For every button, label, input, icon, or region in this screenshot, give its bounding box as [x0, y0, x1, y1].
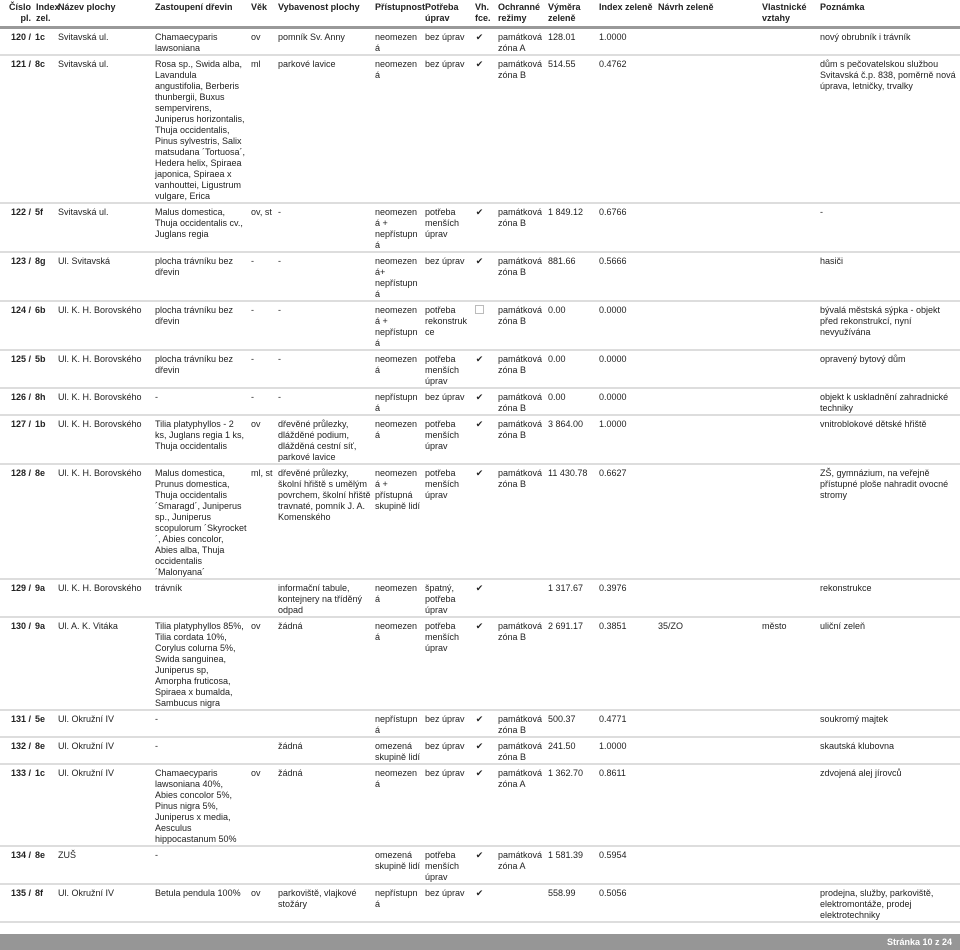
plot-index-cell: 5f: [34, 203, 56, 252]
equipment-cell: -: [276, 301, 373, 350]
note-cell: rekonstrukce: [818, 579, 960, 617]
species-cell: Betula pendula 100%: [153, 884, 249, 922]
need-cell: potřeba menších úprav: [423, 203, 473, 252]
checkmark-icon: ✔: [475, 620, 484, 631]
header-index: Index zel.: [34, 0, 56, 27]
table-row: [0, 464, 960, 579]
area-cell: 0.00: [546, 388, 597, 415]
function-checkbox-cell: [473, 55, 496, 203]
plot-name-cell: Ul. A. K. Vitáka: [56, 617, 153, 710]
plot-name-cell: Svitavská ul.: [56, 203, 153, 252]
species-cell: plocha trávníku bez dřevin: [153, 350, 249, 388]
proposal-cell: 35/ZO: [656, 617, 760, 710]
proposal-cell: [656, 27, 760, 55]
plot-index-cell: 8e: [34, 846, 56, 884]
green-index-cell: 0.5954: [597, 846, 656, 884]
table-row: [0, 579, 960, 617]
regime-cell: památková zóna B: [496, 415, 546, 464]
note-cell: hasiči: [818, 252, 960, 301]
header-name: Název plochy: [56, 0, 153, 27]
access-cell: neomezená: [373, 579, 423, 617]
note-cell: [818, 846, 960, 884]
access-cell: nepřístupná: [373, 388, 423, 415]
table-row: [0, 617, 960, 710]
area-cell: 1 849.12: [546, 203, 597, 252]
function-checkbox-cell: [473, 579, 496, 617]
function-checkbox-cell: [473, 764, 496, 846]
plot-number-cell: 128 /: [0, 464, 34, 579]
species-cell: Tilia platyphyllos 85%, Tilia cordata 10%, Corylus colurna 5%, Swida sanguinea, Juniperus sp, Amorpha fruticosa, Spiraea x bumalda, Sambucus nigra: [153, 617, 249, 710]
checkmark-icon: ✔: [475, 467, 484, 478]
note-cell: objekt k uskladnění zahradnické techniky: [818, 388, 960, 415]
ownership-cell: [760, 203, 818, 252]
empty-checkbox-icon: [475, 305, 484, 314]
page-footer: [0, 934, 960, 950]
species-cell: trávník: [153, 579, 249, 617]
plot-name-cell: Ul. Svitavská: [56, 252, 153, 301]
green-index-cell: 0.6766: [597, 203, 656, 252]
ownership-cell: [760, 27, 818, 55]
proposal-cell: [656, 737, 760, 764]
checkmark-icon: ✔: [475, 58, 484, 69]
table-row: [0, 55, 960, 203]
need-cell: potřeba menších úprav: [423, 350, 473, 388]
note-cell: nový obrubník i trávník: [818, 27, 960, 55]
access-cell: neomezená + nepřístupná: [373, 203, 423, 252]
checkmark-icon: ✔: [475, 353, 484, 364]
note-cell: soukromý majtek: [818, 710, 960, 737]
green-index-cell: 0.0000: [597, 388, 656, 415]
plot-name-cell: Ul. K. H. Borovského: [56, 579, 153, 617]
function-checkbox-cell: [473, 464, 496, 579]
ownership-cell: [760, 388, 818, 415]
proposal-cell: [656, 203, 760, 252]
plot-number-cell: 135 /: [0, 884, 34, 922]
proposal-cell: [656, 710, 760, 737]
plot-number-cell: 122 /: [0, 203, 34, 252]
plot-index-cell: 1b: [34, 415, 56, 464]
plot-number-cell: 124 /: [0, 301, 34, 350]
function-checkbox-cell: [473, 27, 496, 55]
age-cell: -: [249, 252, 276, 301]
header-proposal: Návrh zeleně: [656, 0, 760, 27]
table-row: [0, 203, 960, 252]
age-cell: ov: [249, 415, 276, 464]
plot-name-cell: Ul. K. H. Borovského: [56, 301, 153, 350]
ownership-cell: [760, 55, 818, 203]
area-cell: 241.50: [546, 737, 597, 764]
plot-number-cell: 132 /: [0, 737, 34, 764]
need-cell: potřeba menších úprav: [423, 464, 473, 579]
note-cell: uliční zeleň: [818, 617, 960, 710]
species-cell: -: [153, 737, 249, 764]
note-cell: prodejna, služby, parkoviště, elektromontáže, prodej elektrotechniky: [818, 884, 960, 922]
function-checkbox-cell: [473, 846, 496, 884]
plot-number-cell: 125 /: [0, 350, 34, 388]
area-cell: 514.55: [546, 55, 597, 203]
regime-cell: památková zóna B: [496, 350, 546, 388]
access-cell: neomezená+ nepřístupná: [373, 252, 423, 301]
equipment-cell: -: [276, 388, 373, 415]
species-cell: Chamaecyparis lawsoniana: [153, 27, 249, 55]
header-regime: Ochranné režimy: [496, 0, 546, 27]
regime-cell: [496, 884, 546, 922]
equipment-cell: -: [276, 350, 373, 388]
regime-cell: památková zóna B: [496, 203, 546, 252]
need-cell: bez úprav: [423, 388, 473, 415]
checkmark-icon: ✔: [475, 255, 484, 266]
equipment-cell: parkové lavice: [276, 55, 373, 203]
note-cell: ZŠ, gymnázium, na veřejně přístupné ploše nahradit ovocné stromy: [818, 464, 960, 579]
proposal-cell: [656, 579, 760, 617]
plot-index-cell: 8f: [34, 884, 56, 922]
access-cell: neomezená: [373, 55, 423, 203]
plot-name-cell: Ul. Okružní IV: [56, 710, 153, 737]
checkmark-icon: ✔: [475, 418, 484, 429]
equipment-cell: informační tabule, kontejnery na tříděný odpad: [276, 579, 373, 617]
regime-cell: [496, 579, 546, 617]
area-cell: 1 362.70: [546, 764, 597, 846]
need-cell: potřeba rekonstrukce: [423, 301, 473, 350]
green-index-cell: 0.0000: [597, 301, 656, 350]
header-area: Výměra zeleně: [546, 0, 597, 27]
equipment-cell: parkoviště, vlajkové stožáry: [276, 884, 373, 922]
access-cell: neomezená: [373, 27, 423, 55]
plot-index-cell: 9a: [34, 579, 56, 617]
equipment-cell: žádná: [276, 764, 373, 846]
equipment-cell: dřevěné průlezky, školní hřiště s umělým povrchem, školní hřiště travnaté, pomník J. A. Komenského: [276, 464, 373, 579]
proposal-cell: [656, 415, 760, 464]
access-cell: neomezená + přístupná skupině lidí: [373, 464, 423, 579]
regime-cell: památková zóna A: [496, 764, 546, 846]
checkmark-icon: ✔: [475, 887, 484, 898]
function-checkbox-cell: [473, 252, 496, 301]
table-row: [0, 764, 960, 846]
age-cell: [249, 579, 276, 617]
need-cell: bez úprav: [423, 710, 473, 737]
equipment-cell: -: [276, 203, 373, 252]
proposal-cell: [656, 764, 760, 846]
proposal-cell: [656, 55, 760, 203]
header-number: Číslo pl.: [0, 0, 34, 27]
species-cell: Rosa sp., Swida alba, Lavandula angustifolia, Berberis thunbergii, Buxus sempervirens, Juniperus horizontalis, Thuja occidentalis, Pinus sylvestris, Salix matsudana ´Tortuosa´, Hedera helix, Spiraea japonica, Spiraea x vanhouttei, Ligustrum vulgare, Erica: [153, 55, 249, 203]
green-index-cell: 0.4771: [597, 710, 656, 737]
plot-index-cell: 1c: [34, 27, 56, 55]
proposal-cell: [656, 884, 760, 922]
plot-name-cell: Ul. Okružní IV: [56, 764, 153, 846]
checkmark-icon: ✔: [475, 713, 484, 724]
plot-name-cell: Ul. K. H. Borovského: [56, 350, 153, 388]
header-ownership: Vlastnické vztahy: [760, 0, 818, 27]
green-index-cell: 0.5056: [597, 884, 656, 922]
green-index-cell: 0.3976: [597, 579, 656, 617]
equipment-cell: žádná: [276, 737, 373, 764]
table-row: [0, 350, 960, 388]
need-cell: potřeba menších úprav: [423, 617, 473, 710]
species-cell: plocha trávníku bez dřevin: [153, 301, 249, 350]
age-cell: ml: [249, 55, 276, 203]
area-cell: 2 691.17: [546, 617, 597, 710]
ownership-cell: město: [760, 617, 818, 710]
plot-index-cell: 8g: [34, 252, 56, 301]
equipment-cell: pomník Sv. Anny: [276, 27, 373, 55]
plot-number-cell: 129 /: [0, 579, 34, 617]
regime-cell: památková zóna A: [496, 846, 546, 884]
area-cell: 128.01: [546, 27, 597, 55]
plot-name-cell: Ul. K. H. Borovského: [56, 388, 153, 415]
green-index-cell: 0.8611: [597, 764, 656, 846]
plot-name-cell: ZUŠ: [56, 846, 153, 884]
equipment-cell: -: [276, 252, 373, 301]
table-row: [0, 27, 960, 55]
table-row: [0, 301, 960, 350]
green-index-cell: 0.0000: [597, 350, 656, 388]
function-checkbox-cell: [473, 710, 496, 737]
area-cell: 0.00: [546, 301, 597, 350]
area-cell: 558.99: [546, 884, 597, 922]
access-cell: neomezená: [373, 415, 423, 464]
green-index-cell: 0.4762: [597, 55, 656, 203]
regime-cell: památková zóna B: [496, 710, 546, 737]
ownership-cell: [760, 846, 818, 884]
proposal-cell: [656, 350, 760, 388]
ownership-cell: [760, 464, 818, 579]
plot-number-cell: 120 /: [0, 27, 34, 55]
access-cell: neomezená: [373, 350, 423, 388]
plot-name-cell: Ul. K. H. Borovského: [56, 415, 153, 464]
header-green-index: Index zeleně: [597, 0, 656, 27]
regime-cell: památková zóna B: [496, 737, 546, 764]
area-cell: 0.00: [546, 350, 597, 388]
function-checkbox-cell: [473, 350, 496, 388]
area-cell: 881.66: [546, 252, 597, 301]
ownership-cell: [760, 884, 818, 922]
ownership-cell: [760, 764, 818, 846]
species-cell: Tilia platyphyllos - 2 ks, Juglans regia 1 ks, Thuja occidentalis: [153, 415, 249, 464]
plot-index-cell: 8e: [34, 464, 56, 579]
age-cell: ov: [249, 764, 276, 846]
checkmark-icon: ✔: [475, 767, 484, 778]
proposal-cell: [656, 846, 760, 884]
header-equipment: Vybavenost plochy: [276, 0, 373, 27]
header-function: Vh. fce.: [473, 0, 496, 27]
plot-index-cell: 9a: [34, 617, 56, 710]
note-cell: bývalá městská sýpka - objekt před rekonstrukcí, nyní nevyužívána: [818, 301, 960, 350]
function-checkbox-cell: [473, 301, 496, 350]
area-cell: 1 317.67: [546, 579, 597, 617]
header-species: Zastoupení dřevin: [153, 0, 249, 27]
green-index-cell: 1.0000: [597, 415, 656, 464]
need-cell: bez úprav: [423, 27, 473, 55]
ownership-cell: [760, 737, 818, 764]
equipment-cell: [276, 846, 373, 884]
plot-index-cell: 8h: [34, 388, 56, 415]
note-cell: skautská klubovna: [818, 737, 960, 764]
table-row: [0, 884, 960, 922]
area-cell: 1 581.39: [546, 846, 597, 884]
age-cell: ov: [249, 27, 276, 55]
plot-index-cell: 6b: [34, 301, 56, 350]
green-index-cell: 1.0000: [597, 27, 656, 55]
table-body: [0, 27, 960, 922]
note-cell: -: [818, 203, 960, 252]
species-cell: Chamaecyparis lawsoniana 40%, Abies concolor 5%, Pinus nigra 5%, Juniperus x media, Aesculus hippocastanum 50%: [153, 764, 249, 846]
species-cell: Malus domestica, Thuja occidentalis cv., Juglans regia: [153, 203, 249, 252]
table-row: [0, 737, 960, 764]
regime-cell: památková zóna B: [496, 464, 546, 579]
area-cell: 11 430.78: [546, 464, 597, 579]
proposal-cell: [656, 388, 760, 415]
species-cell: plocha trávníku bez dřevin: [153, 252, 249, 301]
function-checkbox-cell: [473, 737, 496, 764]
ownership-cell: [760, 579, 818, 617]
function-checkbox-cell: [473, 884, 496, 922]
area-cell: 500.37: [546, 710, 597, 737]
species-cell: -: [153, 710, 249, 737]
header-access: Přístupnost: [373, 0, 423, 27]
age-cell: -: [249, 301, 276, 350]
need-cell: špatný, potřeba úprav: [423, 579, 473, 617]
age-cell: ov: [249, 884, 276, 922]
plot-index-cell: 5e: [34, 710, 56, 737]
plot-number-cell: 123 /: [0, 252, 34, 301]
plot-number-cell: 126 /: [0, 388, 34, 415]
plot-name-cell: Ul. Okružní IV: [56, 737, 153, 764]
green-index-cell: 0.3851: [597, 617, 656, 710]
age-cell: ov, st: [249, 203, 276, 252]
regime-cell: památková zóna B: [496, 301, 546, 350]
access-cell: nepřístupná: [373, 884, 423, 922]
plot-name-cell: Ul. Okružní IV: [56, 884, 153, 922]
plot-index-cell: 8e: [34, 737, 56, 764]
plot-index-cell: 5b: [34, 350, 56, 388]
checkmark-icon: ✔: [475, 31, 484, 42]
area-cell: 3 864.00: [546, 415, 597, 464]
plot-number-cell: 127 /: [0, 415, 34, 464]
ownership-cell: [760, 350, 818, 388]
access-cell: omezená skupině lidí: [373, 737, 423, 764]
checkmark-icon: ✔: [475, 740, 484, 751]
regime-cell: památková zóna A: [496, 27, 546, 55]
ownership-cell: [760, 415, 818, 464]
need-cell: bez úprav: [423, 55, 473, 203]
regime-cell: památková zóna B: [496, 617, 546, 710]
age-cell: -: [249, 350, 276, 388]
age-cell: -: [249, 388, 276, 415]
age-cell: [249, 846, 276, 884]
checkmark-icon: ✔: [475, 849, 484, 860]
table-row: [0, 415, 960, 464]
function-checkbox-cell: [473, 617, 496, 710]
note-cell: dům s pečovatelskou službou Svitavská č.p. 838, poměrně nová úprava, letničky, trvalky: [818, 55, 960, 203]
plot-name-cell: Svitavská ul.: [56, 55, 153, 203]
age-cell: ov: [249, 617, 276, 710]
regime-cell: památková zóna B: [496, 55, 546, 203]
species-cell: -: [153, 846, 249, 884]
proposal-cell: [656, 464, 760, 579]
access-cell: neomezená: [373, 764, 423, 846]
table-row: [0, 252, 960, 301]
plot-number-cell: 134 /: [0, 846, 34, 884]
regime-cell: památková zóna B: [496, 252, 546, 301]
note-cell: opravený bytový dům: [818, 350, 960, 388]
plot-name-cell: Ul. K. H. Borovského: [56, 464, 153, 579]
ownership-cell: [760, 301, 818, 350]
plot-name-cell: Svitavská ul.: [56, 27, 153, 55]
plot-number-cell: 121 /: [0, 55, 34, 203]
green-index-cell: 0.5666: [597, 252, 656, 301]
age-cell: [249, 710, 276, 737]
need-cell: potřeba menších úprav: [423, 846, 473, 884]
access-cell: neomezená: [373, 617, 423, 710]
ownership-cell: [760, 710, 818, 737]
plot-number-cell: 133 /: [0, 764, 34, 846]
plot-number-cell: 130 /: [0, 617, 34, 710]
checkmark-icon: ✔: [475, 582, 484, 593]
proposal-cell: [656, 252, 760, 301]
species-cell: Malus domestica, Prunus domestica, Thuja occidentalis ´Smaragd´, Juniperus sp., Juniperus scopulorum ´Skyrocket´, Abies concolor, Abies alba, Thuja occidentalis ´Malonyana´: [153, 464, 249, 579]
access-cell: nepřístupná: [373, 710, 423, 737]
page-number: Stránka 10 z 24: [886, 936, 952, 947]
age-cell: [249, 737, 276, 764]
need-cell: bez úprav: [423, 737, 473, 764]
need-cell: bez úprav: [423, 884, 473, 922]
function-checkbox-cell: [473, 415, 496, 464]
table-row: [0, 846, 960, 884]
equipment-cell: [276, 710, 373, 737]
checkmark-icon: ✔: [475, 391, 484, 402]
need-cell: potřeba menších úprav: [423, 415, 473, 464]
plot-index-cell: 1c: [34, 764, 56, 846]
table-row: [0, 710, 960, 737]
need-cell: bez úprav: [423, 764, 473, 846]
table-row: [0, 388, 960, 415]
green-index-cell: 0.6627: [597, 464, 656, 579]
plot-index-cell: 8c: [34, 55, 56, 203]
green-index-cell: 1.0000: [597, 737, 656, 764]
access-cell: neomezená + nepřístupná: [373, 301, 423, 350]
equipment-cell: žádná: [276, 617, 373, 710]
age-cell: ml, st: [249, 464, 276, 579]
function-checkbox-cell: [473, 203, 496, 252]
note-cell: vnitroblokové dětské hřiště: [818, 415, 960, 464]
note-cell: zdvojená alej jírovců: [818, 764, 960, 846]
header-need: Potřeba úprav: [423, 0, 473, 27]
header-age: Věk: [249, 0, 276, 27]
function-checkbox-cell: [473, 388, 496, 415]
ownership-cell: [760, 252, 818, 301]
need-cell: bez úprav: [423, 252, 473, 301]
equipment-cell: dřevěné průlezky, dlážděné podium, dlážděná cestní síť, parkové lavice: [276, 415, 373, 464]
proposal-cell: [656, 301, 760, 350]
species-cell: -: [153, 388, 249, 415]
plot-number-cell: 131 /: [0, 710, 34, 737]
checkmark-icon: ✔: [475, 206, 484, 217]
header-note: Poznámka: [818, 0, 960, 27]
access-cell: omezená skupině lidí: [373, 846, 423, 884]
regime-cell: památková zóna B: [496, 388, 546, 415]
table-header-row: [0, 0, 960, 27]
